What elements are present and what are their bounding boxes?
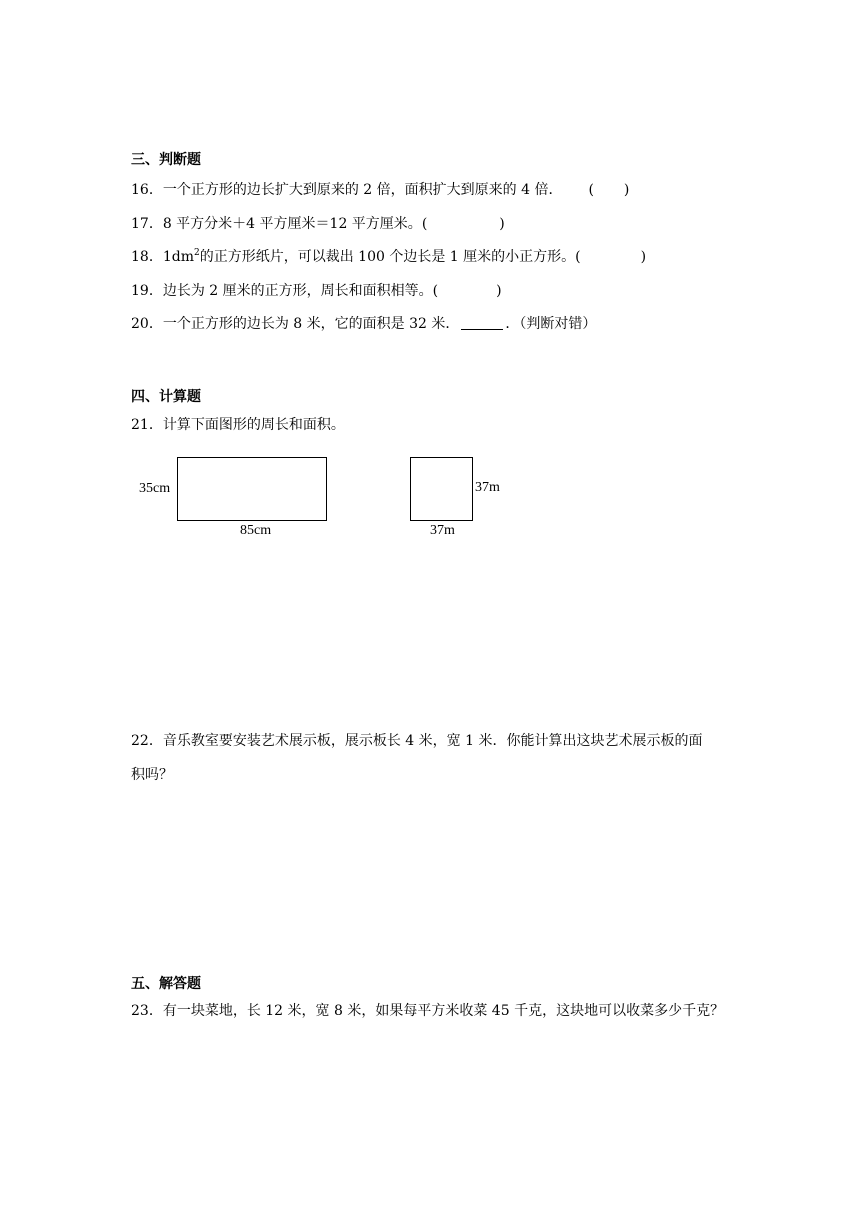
square-shape bbox=[410, 457, 473, 521]
question-text: 的正方形纸片，可以裁出 100 个边长是 1 厘米的小正方形。 bbox=[199, 249, 576, 265]
superscript: 2 bbox=[193, 248, 200, 258]
question-22 bbox=[131, 731, 702, 751]
square-right-label: 37m bbox=[475, 480, 500, 495]
answer-paren-open: ( bbox=[432, 283, 439, 299]
answer-blank[interactable] bbox=[461, 315, 503, 330]
section-3-heading: 三、判断题 bbox=[131, 152, 201, 168]
question-text: 边长为 2 厘米的正方形，周长和面积相等。 bbox=[162, 283, 433, 299]
question-text-line-2: 积吗？ bbox=[131, 767, 173, 783]
question-number: 20． bbox=[131, 316, 163, 332]
question-21 bbox=[131, 415, 345, 435]
question-16 bbox=[131, 180, 629, 200]
question-20 bbox=[131, 314, 596, 334]
answer-paren-close: ) bbox=[640, 249, 647, 265]
question-text: 一个正方形的边长为 8 米，它的面积是 32 米． bbox=[162, 316, 460, 332]
question-number: 16． bbox=[131, 182, 163, 198]
section-4-heading: 四、计算题 bbox=[131, 389, 201, 405]
answer-paren-open: ( bbox=[575, 249, 581, 265]
question-number: 18． bbox=[131, 249, 163, 265]
square-bottom-label: 37m bbox=[430, 523, 455, 538]
question-text-prefix: 1dm bbox=[162, 249, 194, 265]
question-number: 22． bbox=[131, 733, 163, 749]
answer-paren-open: ( bbox=[588, 182, 594, 198]
question-17 bbox=[131, 214, 505, 234]
question-text: 8 平方分米＋4 平方厘米＝12 平方厘米。 bbox=[162, 216, 422, 232]
answer-paren-close: ) bbox=[496, 283, 502, 299]
answer-paren-open: ( bbox=[421, 216, 428, 232]
rectangle-height-label: 35cm bbox=[139, 481, 171, 496]
question-text-line-1: 音乐教室要安装艺术展示板，展示板长 4 米，宽 1 米．你能计算出这块艺术展示板的面 bbox=[162, 733, 703, 749]
question-number: 17． bbox=[131, 216, 163, 232]
answer-paren-close: ) bbox=[499, 216, 505, 232]
rectangle-shape bbox=[177, 457, 327, 521]
question-number: 23． bbox=[131, 1003, 163, 1019]
question-text: 有一块菜地，长 12 米，宽 8 米，如果每平方米收菜 45 千克，这块地可以收菜多少千克？ bbox=[162, 1003, 725, 1019]
rectangle-width-label: 85cm bbox=[240, 523, 272, 538]
question-suffix: ．（判断对错） bbox=[505, 316, 597, 332]
answer-paren-close: ) bbox=[623, 182, 630, 198]
question-18 bbox=[131, 247, 646, 267]
question-23 bbox=[131, 1001, 724, 1021]
question-number: 21． bbox=[131, 417, 163, 433]
question-19 bbox=[131, 281, 502, 301]
question-text: 一个正方形的边长扩大到原来的 2 倍，面积扩大到原来的 4 倍． bbox=[162, 182, 563, 198]
question-text: 计算下面图形的周长和面积。 bbox=[162, 417, 345, 433]
section-5-heading: 五、解答题 bbox=[131, 976, 201, 992]
question-22-continuation bbox=[131, 765, 173, 785]
question-number: 19． bbox=[131, 283, 163, 299]
